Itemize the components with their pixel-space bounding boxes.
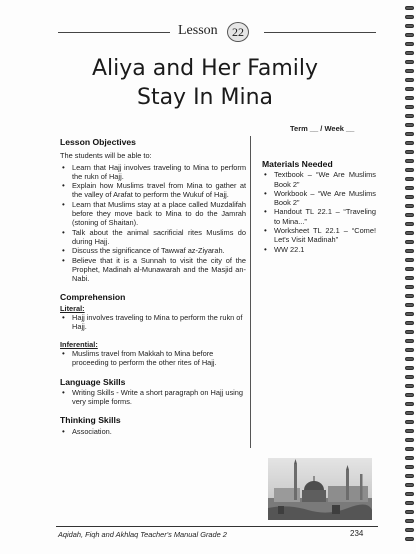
title-line-2: Stay In Mina xyxy=(136,85,274,110)
spiral-ring xyxy=(405,87,414,91)
spiral-ring xyxy=(405,150,414,154)
spiral-ring xyxy=(405,330,414,334)
spiral-ring xyxy=(405,348,414,352)
inferential-label: Inferential: xyxy=(60,339,98,349)
spiral-ring xyxy=(405,168,414,172)
title-line-1: Aliya and Her Family xyxy=(91,56,319,81)
inferential-item: • Muslims travel from Makkah to Mina before proceeding to perform the other rites of Hajj. xyxy=(60,349,246,368)
column-divider xyxy=(250,136,251,448)
lesson-number-badge: 22 xyxy=(227,22,249,42)
language-item: • Writing Skills - Write a short paragraph on Hajj using very simple forms. xyxy=(60,388,246,407)
spiral-ring xyxy=(405,420,414,424)
spiral-ring xyxy=(405,384,414,388)
objectives-list xyxy=(60,163,246,284)
material-item: • Textbook – “We Are Muslims Book 2” xyxy=(262,170,376,189)
material-item: • Handout TL 22.1 – “Traveling to Mina...” xyxy=(262,207,376,226)
spiral-ring xyxy=(405,105,414,109)
literal-item: • Hajj involves traveling to Mina to perform the rukn of Hajj. xyxy=(60,313,246,332)
spiral-ring xyxy=(405,141,414,145)
spiral-binding xyxy=(404,6,414,546)
spiral-ring xyxy=(405,393,414,397)
spiral-ring xyxy=(405,15,414,19)
spiral-ring xyxy=(405,204,414,208)
language-heading: Language Skills xyxy=(60,376,126,387)
materials-list xyxy=(262,170,376,254)
spiral-ring xyxy=(405,51,414,55)
spiral-ring xyxy=(405,231,414,235)
spiral-ring xyxy=(405,285,414,289)
objectives-heading: Lesson Objectives xyxy=(60,137,136,147)
masjid-photo xyxy=(268,458,372,520)
spiral-ring xyxy=(405,258,414,262)
spiral-ring xyxy=(405,276,414,280)
spiral-ring xyxy=(405,474,414,478)
material-item: • Workbook – “We Are Muslims Book 2” xyxy=(262,189,376,208)
header-rule-right xyxy=(264,32,376,33)
spiral-ring xyxy=(405,429,414,433)
spiral-ring xyxy=(405,123,414,127)
spiral-ring xyxy=(405,78,414,82)
header-rule-left xyxy=(58,32,170,33)
lesson-header xyxy=(58,20,376,44)
objective-item: • Learn that Hajj involves traveling to Mina to perform the rukn of Hajj. xyxy=(60,163,246,182)
spiral-ring xyxy=(405,465,414,469)
right-column xyxy=(262,160,376,254)
spiral-ring xyxy=(405,510,414,514)
thinking-item: • Association. xyxy=(60,427,246,436)
language-section xyxy=(60,378,246,407)
spiral-ring xyxy=(405,528,414,532)
spiral-ring xyxy=(405,537,414,541)
thinking-heading: Thinking Skills xyxy=(60,415,121,426)
spiral-ring xyxy=(405,303,414,307)
objective-item: • Explain how Muslims travel from Mina to gather at the valley of Arafat to perform the Wukuf of Hajj. xyxy=(60,181,246,200)
spiral-ring xyxy=(405,366,414,370)
spiral-ring xyxy=(405,186,414,190)
spiral-ring xyxy=(405,267,414,271)
spiral-ring xyxy=(405,492,414,496)
spiral-ring xyxy=(405,501,414,505)
spiral-ring xyxy=(405,249,414,253)
page-number: 234 xyxy=(350,529,364,538)
masjid-photo-image xyxy=(268,458,372,520)
inferential-list xyxy=(60,349,246,368)
spiral-ring xyxy=(405,321,414,325)
term-week-label: Term __ / Week __ xyxy=(290,124,355,133)
spiral-ring xyxy=(405,33,414,37)
spiral-ring xyxy=(405,69,414,73)
spiral-ring xyxy=(405,6,414,10)
objective-item: • Believe that it is a Sunnah to visit the city of the Prophet, Madinah al-Munawarah and the Masjid an-Nabi. xyxy=(60,256,246,284)
spiral-ring xyxy=(405,177,414,181)
materials-heading: Materials Needed xyxy=(262,159,333,169)
literal-label: Literal: xyxy=(60,303,85,313)
spiral-ring xyxy=(405,42,414,46)
spiral-ring xyxy=(405,60,414,64)
material-item: • WW 22.1 xyxy=(262,245,376,254)
objective-item: • Discuss the significance of Tawwaf az-Ziyarah. xyxy=(60,246,246,255)
spiral-ring xyxy=(405,483,414,487)
spiral-ring xyxy=(405,159,414,163)
spiral-ring xyxy=(405,195,414,199)
lesson-label: Lesson xyxy=(178,23,218,38)
thinking-list xyxy=(60,427,246,436)
comprehension-section xyxy=(60,293,246,367)
comprehension-heading: Comprehension xyxy=(60,292,126,303)
objective-item: • Talk about the animal sacrificial rites Muslims do during Hajj. xyxy=(60,228,246,247)
left-column xyxy=(60,138,246,436)
spiral-ring xyxy=(405,24,414,28)
spiral-ring xyxy=(405,222,414,226)
footer-book-title: Aqidah, Fiqh and Akhlaq Teacher's Manual Grade 2 xyxy=(58,530,227,539)
spiral-ring xyxy=(405,438,414,442)
spiral-ring xyxy=(405,114,414,118)
spiral-ring xyxy=(405,312,414,316)
objective-item: • Learn that Muslims stay at a place called Muzdalifah before they move back to Mina to do the Jamrah (stoning of Shaitan). xyxy=(60,200,246,228)
literal-list xyxy=(60,313,246,332)
spiral-ring xyxy=(405,213,414,217)
spiral-ring xyxy=(405,339,414,343)
language-list xyxy=(60,388,246,407)
spiral-ring xyxy=(405,294,414,298)
spiral-ring xyxy=(405,375,414,379)
spiral-ring xyxy=(405,132,414,136)
spiral-ring xyxy=(405,447,414,451)
spiral-ring xyxy=(405,411,414,415)
objectives-intro: The students will be able to: xyxy=(60,151,152,161)
spiral-ring xyxy=(405,456,414,460)
spiral-ring xyxy=(405,519,414,523)
page-title xyxy=(40,54,370,112)
spiral-ring xyxy=(405,240,414,244)
spiral-ring xyxy=(405,96,414,100)
spiral-ring xyxy=(405,402,414,406)
footer-rule xyxy=(56,526,378,527)
spiral-ring xyxy=(405,357,414,361)
thinking-section xyxy=(60,416,246,436)
material-item: • Worksheet TL 22.1 – “Come! Let's Visit Madinah” xyxy=(262,226,376,245)
